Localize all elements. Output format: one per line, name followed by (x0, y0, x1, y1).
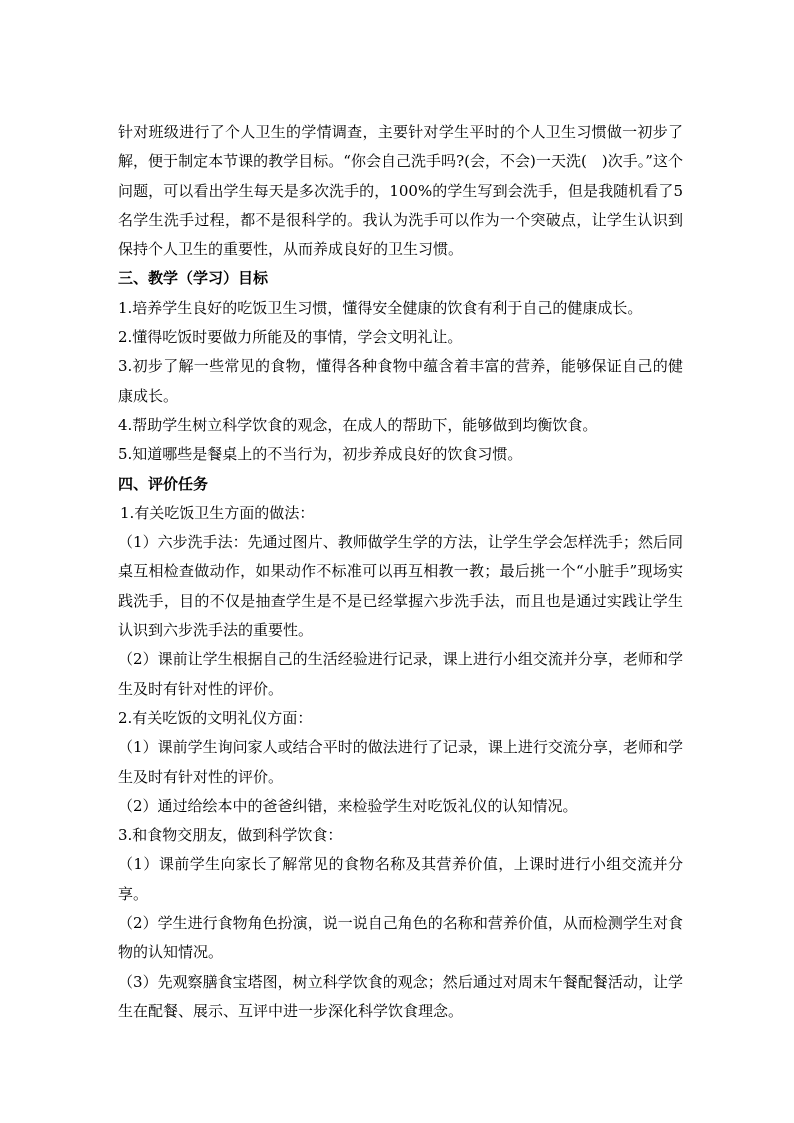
evaluation-item: （1）课前学生询问家人或结合平时的做法进行了记录，课上进行交流分享，老师和学生及时有针对性的评价。 (118, 738, 683, 786)
evaluation-part-title: 1.有关吃饭卫生方面的做法： (120, 503, 315, 522)
document-page (118, 118, 683, 1026)
evaluation-item: （2）课前让学生根据自己的生活经验进行记录，课上进行小组交流并分享，老师和学生及时有针对性的评价。 (118, 650, 683, 698)
objective-item: 5.知道哪些是餐桌上的不当行为，初步养成良好的饮食习惯。 (118, 445, 523, 464)
evaluation-item: （1）六步洗手法：先通过图片、教师做学生学的方法，让学生学会怎样洗手；然后同桌互相检查做动作，如果动作不标准可以再互相教一教；最后挑一个“小脏手”现场实践洗手，目的不仅是抽查学生是不是已经掌握六步洗手法，而且也是通过实践让学生认识到六步洗手法的重要性。 (118, 533, 683, 640)
section-heading-objectives: 三、教学（学习）目标 (118, 269, 269, 288)
evaluation-item: （1）课前学生向家长了解常见的食物名称及其营养价值，上课时进行小组交流并分享。 (118, 855, 683, 903)
section-heading-evaluation: 四、评价任务 (118, 474, 209, 493)
evaluation-part-title: 3.和食物交朋友，做到科学饮食： (118, 826, 343, 845)
objective-item: 1.培养学生良好的吃饭卫生习惯，懂得安全健康的饮食有利于自己的健康成长。 (118, 298, 643, 317)
intro-paragraph: 针对班级进行了个人卫生的学情调查，主要针对学生平时的个人卫生习惯做一初步了解，便于制定本节课的教学目标。“你会自己洗手吗?(会，不会)一天洗( )次手。”这个问题，可以看出学生每天是多次洗手的，100%的学生写到会洗手，但是我随机看了5名学生洗手过程，都不是很科学的。我认为洗手可以作为一个突破点，让学生认识到保持个人卫生的重要性，从而养成良好的卫生习惯。 (118, 123, 683, 259)
objective-item: 3.初步了解一些常见的食物，懂得各种食物中蕴含着丰富的营养，能够保证自己的健康成长。 (118, 357, 683, 405)
evaluation-item: （2）通过给绘本中的爸爸纠错，来检验学生对吃饭礼仪的认知情况。 (118, 796, 578, 815)
evaluation-item: （2）学生进行食物角色扮演，说一说自己角色的名称和营养价值，从而检测学生对食物的认知情况。 (118, 914, 683, 962)
evaluation-part-title: 2.有关吃饭的文明礼仪方面： (118, 708, 313, 727)
evaluation-item: （3）先观察膳食宝塔图，树立科学饮食的观念；然后通过对周末午餐配餐活动，让学生在配餐、展示、互评中进一步深化科学饮食理念。 (118, 972, 683, 1020)
objective-item: 4.帮助学生树立科学饮食的观念，在成人的帮助下，能够做到均衡饮食。 (118, 415, 598, 434)
objective-item: 2.懂得吃饭时要做力所能及的事情，学会文明礼让。 (118, 328, 463, 347)
